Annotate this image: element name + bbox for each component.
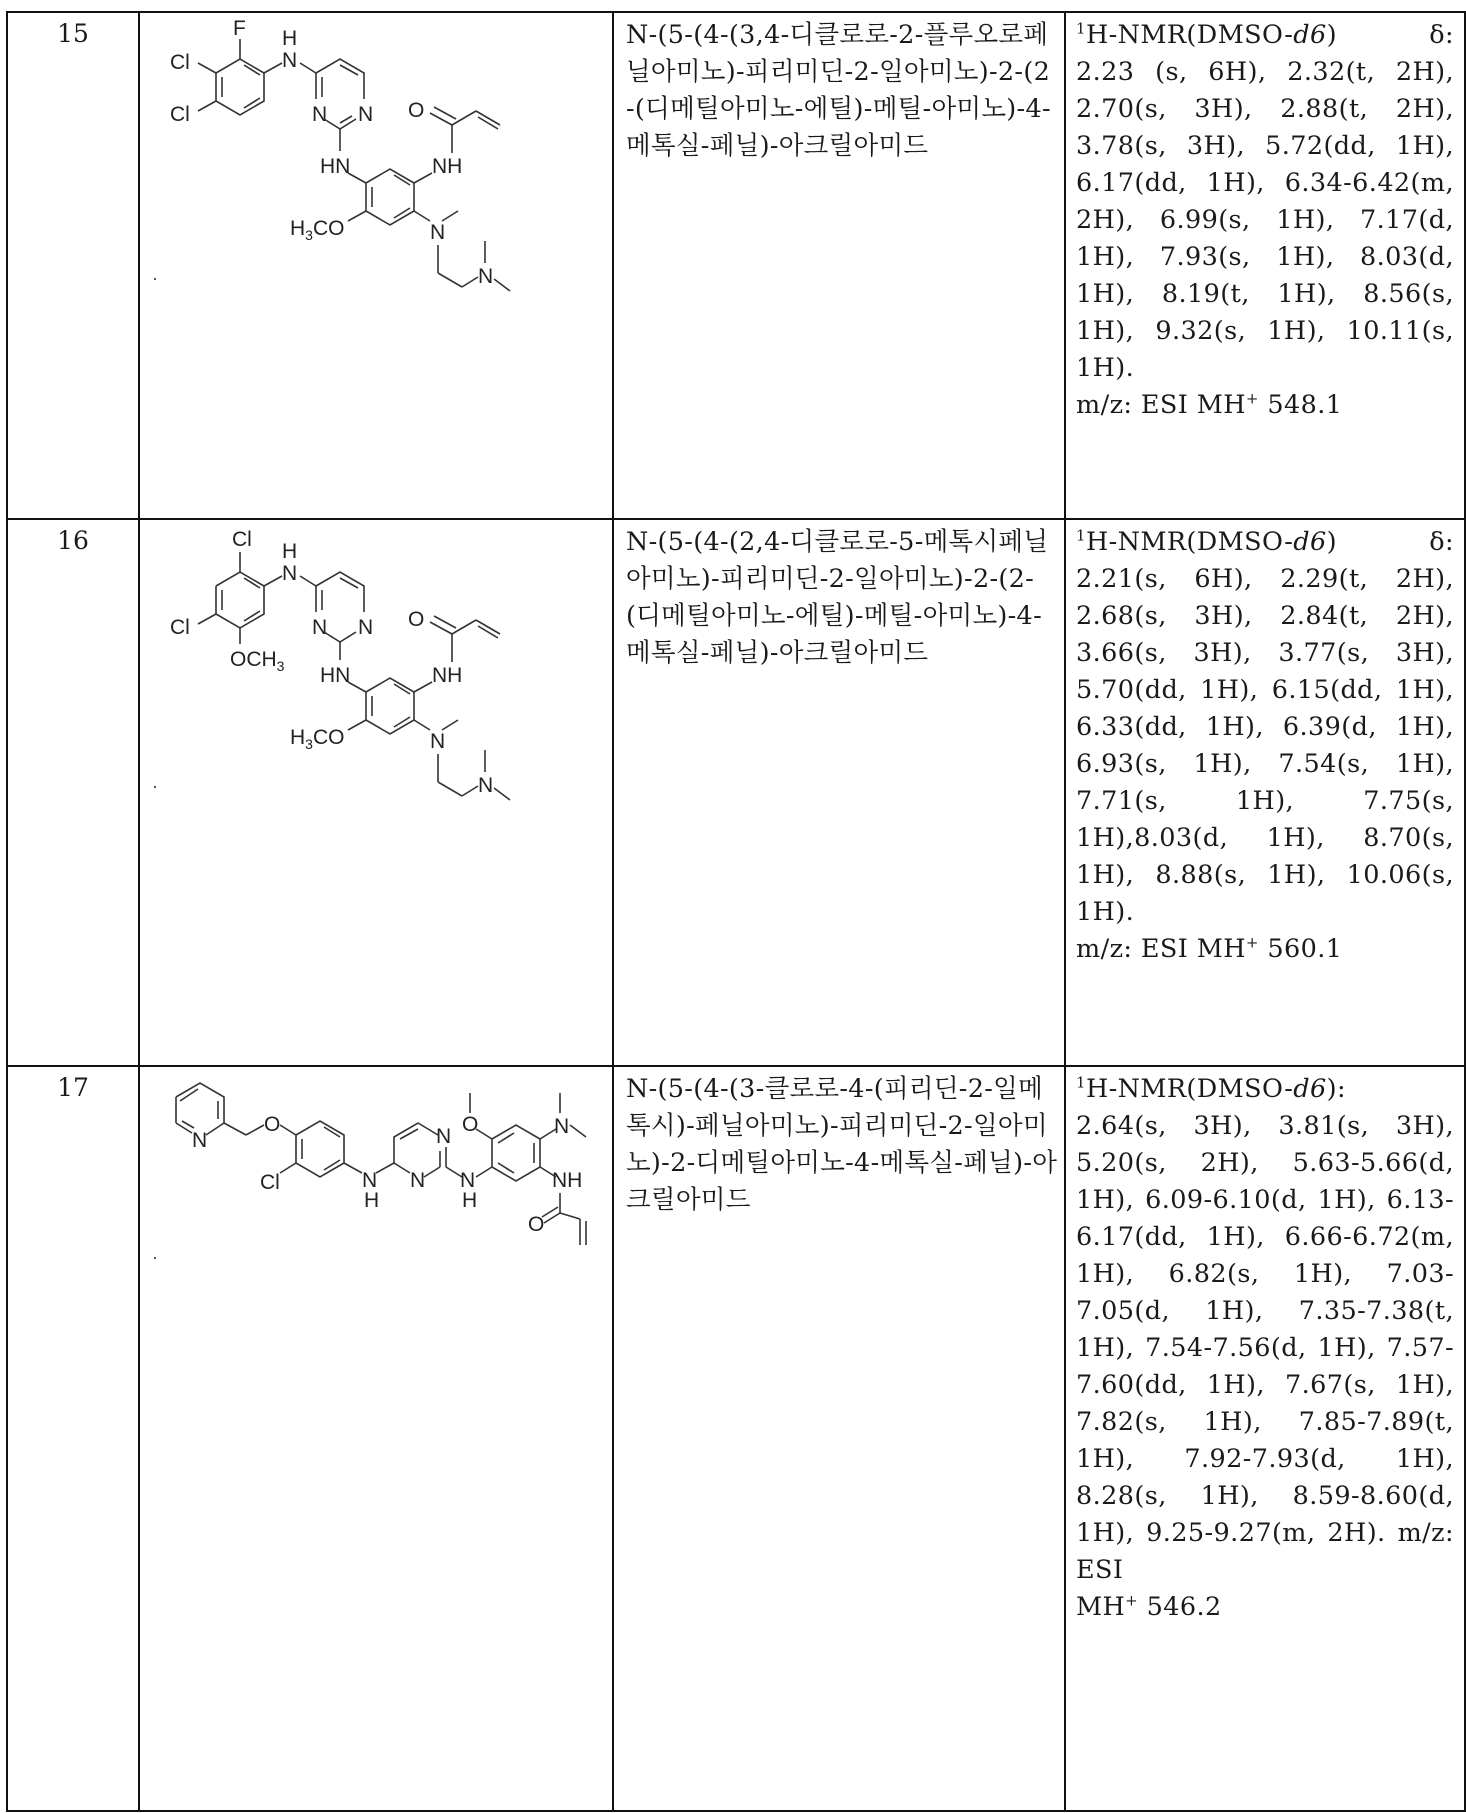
svg-text:Cl: Cl xyxy=(170,103,190,126)
svg-text:N: N xyxy=(478,265,494,288)
nmr-data xyxy=(1065,519,1465,1066)
svg-text:Cl: Cl xyxy=(232,528,252,551)
svg-text:NH: NH xyxy=(432,155,463,178)
delta-symbol: δ: xyxy=(1429,20,1454,50)
delta-symbol: δ: xyxy=(1429,527,1454,557)
svg-text:H3CO: $H_3CO$ xyxy=(290,726,345,752)
svg-text:NH: NH xyxy=(552,1169,583,1192)
svg-text:N: N xyxy=(312,103,328,126)
mass-spec: m/z: ESI MH+ 548.1 xyxy=(1076,389,1343,420)
compound-number: 15 xyxy=(7,12,139,519)
svg-text:N: N xyxy=(554,1115,570,1138)
svg-text:N: N xyxy=(436,1125,452,1148)
svg-text:H3CO: $H_3CO$ xyxy=(290,217,345,243)
structure-cell xyxy=(139,12,613,519)
svg-text:H: H xyxy=(282,27,298,50)
compound-table xyxy=(6,11,1466,1812)
chemical-structure-compound-16-icon xyxy=(140,520,612,820)
svg-text:N: N xyxy=(282,49,298,72)
nmr-data xyxy=(1065,1066,1465,1811)
stray-dot xyxy=(154,786,156,788)
svg-text:O: O xyxy=(528,1213,545,1236)
svg-text:O: O xyxy=(408,608,425,631)
stray-dot xyxy=(154,278,156,280)
svg-text:O: O xyxy=(408,99,425,122)
svg-text:H: H xyxy=(364,1189,380,1212)
svg-text:N: N xyxy=(312,616,328,639)
svg-text:N: N xyxy=(358,103,374,126)
mass-spec: MH+ 546.2 xyxy=(1076,1591,1222,1622)
mass-spec: m/z: ESI MH+ 560.1 xyxy=(1076,933,1343,964)
table-row xyxy=(7,12,1465,519)
svg-text:N: N xyxy=(362,1169,378,1192)
svg-text:F: F xyxy=(233,17,246,40)
nmr-peaks: 2.23 (s, 6H), 2.32(t, 2H), 2.70(s, 3H), 2.88(t, 2H), 3.78(s, 3H), 5.72(dd, 1H), 6.17(dd, 1H), 6.34-6.42(m, 2H), 6.99(s, 1H), 7.17(d, 1H), 7.93(s, 1H), 8.03(d, 1H), 8.19(t, 1H), 8.56(s, 1H), 9.32(s, 1H), 10.11(s, 1H). xyxy=(1076,57,1454,383)
svg-text:N: N xyxy=(460,1169,476,1192)
svg-text:Cl: Cl xyxy=(260,1171,280,1194)
table-row xyxy=(7,1066,1465,1811)
svg-text:N: N xyxy=(282,562,298,585)
svg-text:N: N xyxy=(430,730,446,753)
svg-text:O: O xyxy=(462,1113,479,1136)
svg-text:Cl: Cl xyxy=(170,51,190,74)
svg-text:HN: HN xyxy=(320,664,351,687)
svg-text:N: N xyxy=(192,1129,208,1152)
svg-text:HN: HN xyxy=(320,155,351,178)
svg-text:OCH3: $OCH_3$ xyxy=(230,648,285,674)
nmr-peaks: 2.21(s, 6H), 2.29(t, 2H), 2.68(s, 3H), 2.84(t, 2H), 3.66(s, 3H), 3.77(s, 3H), 5.70(dd, 1H), 6.15(dd, 1H), 6.33(dd, 1H), 6.39(d, 1H), 6.93(s, 1H), 7.54(s, 1H), 7.71(s, 1H), 7.75(s, 1H),8.03(d, 1H), 8.70(s, 1H), 8.88(s, 1H), 10.06(s, 1H). xyxy=(1076,564,1454,927)
svg-text:N: N xyxy=(430,221,446,244)
compound-name: N-(5-(4-(3,4-디클로로-2-플루오로페닐아미노)-피리미딘-2-일아미노)-2-(2-(디메틸아미노-에틸)-메틸-아미노)-4-메톡실-페닐)-아크릴아미드 xyxy=(613,12,1065,519)
svg-text:N: N xyxy=(358,616,374,639)
svg-text:N: N xyxy=(410,1169,426,1192)
svg-text:H: H xyxy=(282,540,298,563)
structure-cell xyxy=(139,1066,613,1811)
svg-text:O: O xyxy=(264,1113,281,1136)
compound-name: N-(5-(4-(3-클로로-4-(피리딘-2-일메톡시)-페닐아미노)-피리미딘-2-일아미노)-2-디메틸아미노-4-메톡실-페닐)-아크릴아미드 xyxy=(613,1066,1065,1811)
nmr-data xyxy=(1065,12,1465,519)
table-row xyxy=(7,519,1465,1066)
nmr-peaks: 2.64(s, 3H), 3.81(s, 3H), 5.20(s, 2H), 5.63-5.66(d, 1H), 6.09-6.10(d, 1H), 6.13-6.17(dd, 1H), 6.66-6.72(m, 1H), 6.82(s, 1H), 7.03-7.05(d, 1H), 7.35-7.38(t, 1H), 7.54-7.56(d, 1H), 7.57-7.60(dd, 1H), 7.67(s, 1H), 7.82(s, 1H), 7.85-7.89(t, 1H), 7.92-7.93(d, 1H), 8.28(s, 1H), 8.59-8.60(d, 1H), 9.25-9.27(m, 2H). m/z: ESI xyxy=(1076,1111,1454,1585)
svg-text:Cl: Cl xyxy=(170,616,190,639)
nmr-header: $^1$H-NMR(DMSO-d6) δ: xyxy=(1076,17,1454,54)
structure-cell xyxy=(139,519,613,1066)
compound-number: 16 xyxy=(7,519,139,1066)
svg-text:N: N xyxy=(478,774,494,797)
chemical-structure-compound-17-icon xyxy=(140,1067,612,1257)
nmr-header: $^1$H-NMR(DMSO-d6) δ: xyxy=(1076,524,1454,561)
svg-text:NH: NH xyxy=(432,664,463,687)
compound-name: N-(5-(4-(2,4-디클로로-5-메톡시페닐아미노)-피리미딘-2-일아미노)-2-(2-(디메틸아미노-에틸)-메틸-아미노)-4-메톡실-페닐)-아크릴아미드 xyxy=(613,519,1065,1066)
compound-number: 17 xyxy=(7,1066,139,1811)
nmr-header: $^1$H-NMR(DMSO-d6): xyxy=(1076,1073,1346,1104)
chemical-structure-compound-15-icon xyxy=(140,13,612,313)
svg-text:H: H xyxy=(462,1189,478,1212)
stray-dot xyxy=(154,1257,156,1259)
